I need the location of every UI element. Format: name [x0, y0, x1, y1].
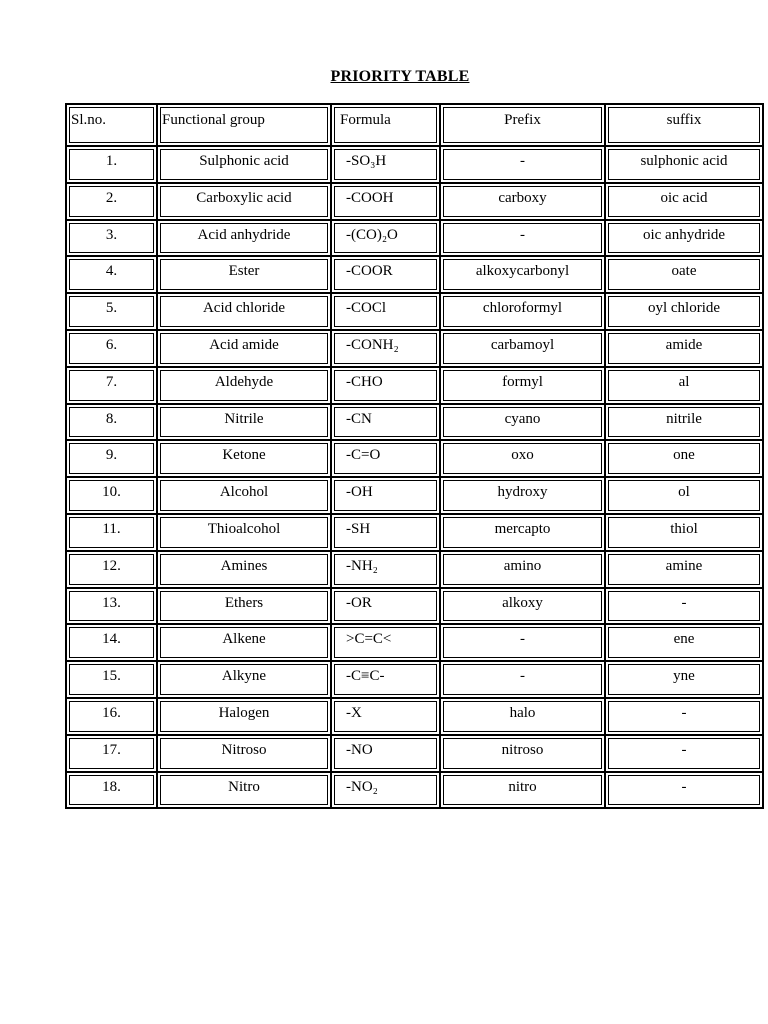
table-row [66, 698, 763, 735]
table-row [66, 772, 763, 809]
functional-group-cell: Amines [157, 551, 331, 588]
sl-no-cell: 7. [66, 367, 157, 404]
formula-cell: -CONH₂ [331, 330, 440, 367]
prefix-cell: - [440, 624, 605, 661]
table-row [66, 440, 763, 477]
sl-no-cell: 18. [66, 772, 157, 809]
table-row [66, 735, 763, 772]
functional-group-cell: Halogen [157, 698, 331, 735]
functional-group-cell: Nitroso [157, 735, 331, 772]
suffix-cell: amine [605, 551, 763, 588]
formula-cell: -NO₂ [331, 772, 440, 809]
sl-no-cell: 8. [66, 404, 157, 441]
functional-group-cell: Alkyne [157, 661, 331, 698]
sl-no-cell: 13. [66, 588, 157, 625]
sl-no-cell: 5. [66, 293, 157, 330]
formula-cell: -COOR [331, 256, 440, 293]
suffix-cell: nitrile [605, 404, 763, 441]
formula-cell: -OH [331, 477, 440, 514]
header-functional-group: Functional group [157, 104, 331, 146]
formula-cell: -X [331, 698, 440, 735]
suffix-cell: yne [605, 661, 763, 698]
functional-group-cell: Ester [157, 256, 331, 293]
table-row [66, 330, 763, 367]
suffix-cell: oate [605, 256, 763, 293]
prefix-cell: - [440, 661, 605, 698]
table-row [66, 588, 763, 625]
table-row [66, 477, 763, 514]
formula-cell: -NO [331, 735, 440, 772]
functional-group-cell: Carboxylic acid [157, 183, 331, 220]
functional-group-cell: Acid amide [157, 330, 331, 367]
sl-no-cell: 17. [66, 735, 157, 772]
functional-group-cell: Aldehyde [157, 367, 331, 404]
sl-no-cell: 10. [66, 477, 157, 514]
table-row [66, 220, 763, 257]
prefix-cell: formyl [440, 367, 605, 404]
prefix-cell: - [440, 146, 605, 183]
suffix-cell: - [605, 735, 763, 772]
table-row [66, 367, 763, 404]
prefix-cell: - [440, 220, 605, 257]
suffix-cell: oic anhydride [605, 220, 763, 257]
sl-no-cell: 15. [66, 661, 157, 698]
sl-no-cell: 11. [66, 514, 157, 551]
formula-cell: -C=O [331, 440, 440, 477]
table-header-row [66, 104, 763, 146]
table-row [66, 551, 763, 588]
prefix-cell: hydroxy [440, 477, 605, 514]
table-row [66, 624, 763, 661]
suffix-cell: ol [605, 477, 763, 514]
table-row [66, 183, 763, 220]
suffix-cell: - [605, 772, 763, 809]
formula-cell: -C≡C- [331, 661, 440, 698]
prefix-cell: nitroso [440, 735, 605, 772]
functional-group-cell: Acid anhydride [157, 220, 331, 257]
functional-group-cell: Ethers [157, 588, 331, 625]
table-row [66, 256, 763, 293]
header-prefix: Prefix [440, 104, 605, 146]
sl-no-cell: 16. [66, 698, 157, 735]
sl-no-cell: 2. [66, 183, 157, 220]
functional-group-cell: Thioalcohol [157, 514, 331, 551]
table-row [66, 661, 763, 698]
prefix-cell: carbamoyl [440, 330, 605, 367]
suffix-cell: - [605, 588, 763, 625]
sl-no-cell: 3. [66, 220, 157, 257]
formula-cell: -SH [331, 514, 440, 551]
suffix-cell: oic acid [605, 183, 763, 220]
header-formula: Formula [331, 104, 440, 146]
prefix-cell: alkoxycarbonyl [440, 256, 605, 293]
suffix-cell: one [605, 440, 763, 477]
sl-no-cell: 12. [66, 551, 157, 588]
functional-group-cell: Acid chloride [157, 293, 331, 330]
prefix-cell: cyano [440, 404, 605, 441]
suffix-cell: sulphonic acid [605, 146, 763, 183]
priority-table [65, 103, 764, 809]
prefix-cell: halo [440, 698, 605, 735]
formula-cell: -COCl [331, 293, 440, 330]
table-row [66, 404, 763, 441]
header-suffix: suffix [605, 104, 763, 146]
sl-no-cell: 1. [66, 146, 157, 183]
prefix-cell: alkoxy [440, 588, 605, 625]
functional-group-cell: Alcohol [157, 477, 331, 514]
header-sl-no: Sl.no. [66, 104, 157, 146]
suffix-cell: oyl chloride [605, 293, 763, 330]
table-body [66, 146, 763, 808]
formula-cell: >C=C< [331, 624, 440, 661]
prefix-cell: oxo [440, 440, 605, 477]
sl-no-cell: 14. [66, 624, 157, 661]
suffix-cell: - [605, 698, 763, 735]
formula-cell: -(CO)₂O [331, 220, 440, 257]
prefix-cell: amino [440, 551, 605, 588]
table-row [66, 514, 763, 551]
suffix-cell: al [605, 367, 763, 404]
table-row [66, 293, 763, 330]
suffix-cell: amide [605, 330, 763, 367]
prefix-cell: nitro [440, 772, 605, 809]
functional-group-cell: Alkene [157, 624, 331, 661]
page-title: PRIORITY TABLE [330, 68, 470, 85]
functional-group-cell: Ketone [157, 440, 331, 477]
formula-cell: -SO₃H [331, 146, 440, 183]
functional-group-cell: Nitro [157, 772, 331, 809]
prefix-cell: chloroformyl [440, 293, 605, 330]
formula-cell: -COOH [331, 183, 440, 220]
functional-group-cell: Sulphonic acid [157, 146, 331, 183]
sl-no-cell: 6. [66, 330, 157, 367]
functional-group-cell: Nitrile [157, 404, 331, 441]
formula-cell: -OR [331, 588, 440, 625]
prefix-cell: mercapto [440, 514, 605, 551]
suffix-cell: thiol [605, 514, 763, 551]
table-row [66, 146, 763, 183]
prefix-cell: carboxy [440, 183, 605, 220]
formula-cell: -CHO [331, 367, 440, 404]
formula-cell: -NH₂ [331, 551, 440, 588]
suffix-cell: ene [605, 624, 763, 661]
sl-no-cell: 4. [66, 256, 157, 293]
formula-cell: -CN [331, 404, 440, 441]
sl-no-cell: 9. [66, 440, 157, 477]
